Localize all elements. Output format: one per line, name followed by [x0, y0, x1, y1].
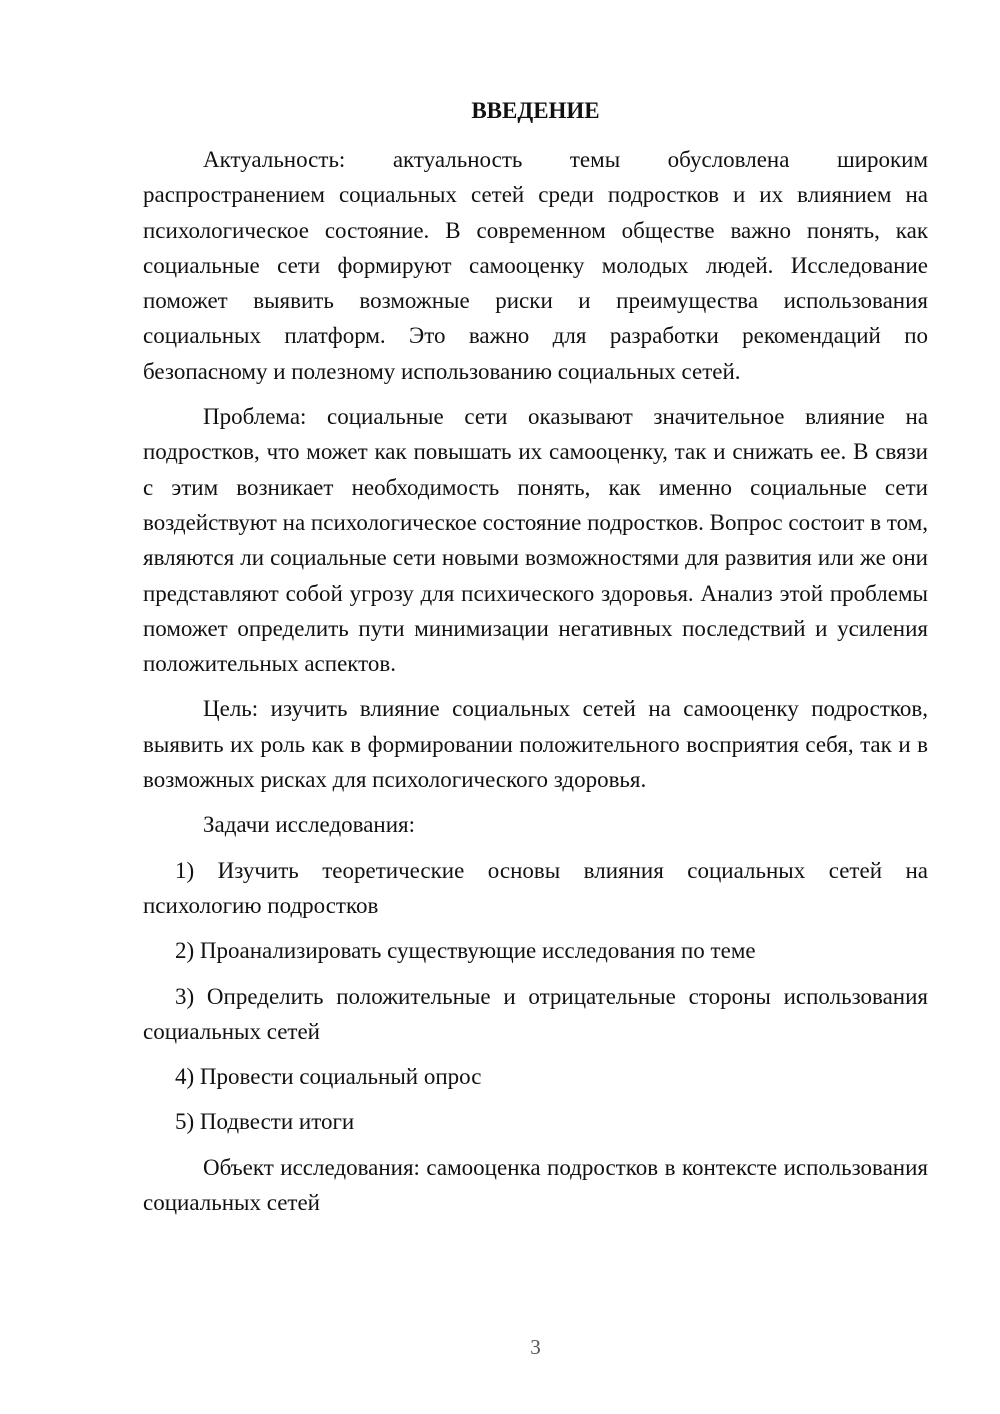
- task-item-5: 5) Подвести итоги: [175, 1109, 355, 1135]
- task-item-2: 2) Проанализировать существующие исследования по теме: [175, 938, 756, 964]
- page-number: 3: [530, 1335, 541, 1359]
- page-title: ВВЕДЕНИЕ: [471, 98, 600, 123]
- task-item-3: 3) Определить положительные и отрицательные стороны использования социальных сетей: [143, 983, 928, 1044]
- tasks-title: Задачи исследования:: [203, 812, 416, 838]
- document-body: [143, 142, 928, 1230]
- paragraph-object: Объект исследования: самооценка подростков в контексте использования социальных сетей: [143, 1154, 928, 1216]
- document-page: [143, 0, 928, 1414]
- paragraph-relevance: Актуальность: актуальность темы обусловлена широким распространением социальных сетей среди подростков и их влиянием на психологическое состояние. В современном обществе важно понять, как социальные сети формируют самооценку молодых людей. Исследование поможет выявить возможные риски и преимущества использования социальных платформ. Это важно для разработки рекомендаций по безопасному и полезному использованию социальных сетей.: [143, 147, 928, 384]
- task-item-4: 4) Провести социальный опрос: [175, 1064, 482, 1090]
- paragraph-problem: Проблема: социальные сети оказывают значительное влияние на подростков, что может как повышать их самооценку, так и снижать ее. В связи с этим возникает необходимость понять, как именно социальные сети воздействуют на психологическое состояние подростков. Вопрос состоит в том, являются ли социальные сети новыми возможностями для развития или же они представляют собой угрозу для психического здоровья. Анализ этой проблемы поможет определить пути минимизации негативных последствий и усиления положительных аспектов.: [143, 404, 928, 677]
- paragraph-goal: Цель: изучить влияние социальных сетей на самооценку подростков, выявить их роль как в формировании положительного восприятия себя, так и в возможных рисках для психологического здоровья.: [143, 696, 928, 793]
- task-item-1: 1) Изучить теоретические основы влияния социальных сетей на психологию подростков: [143, 857, 928, 918]
